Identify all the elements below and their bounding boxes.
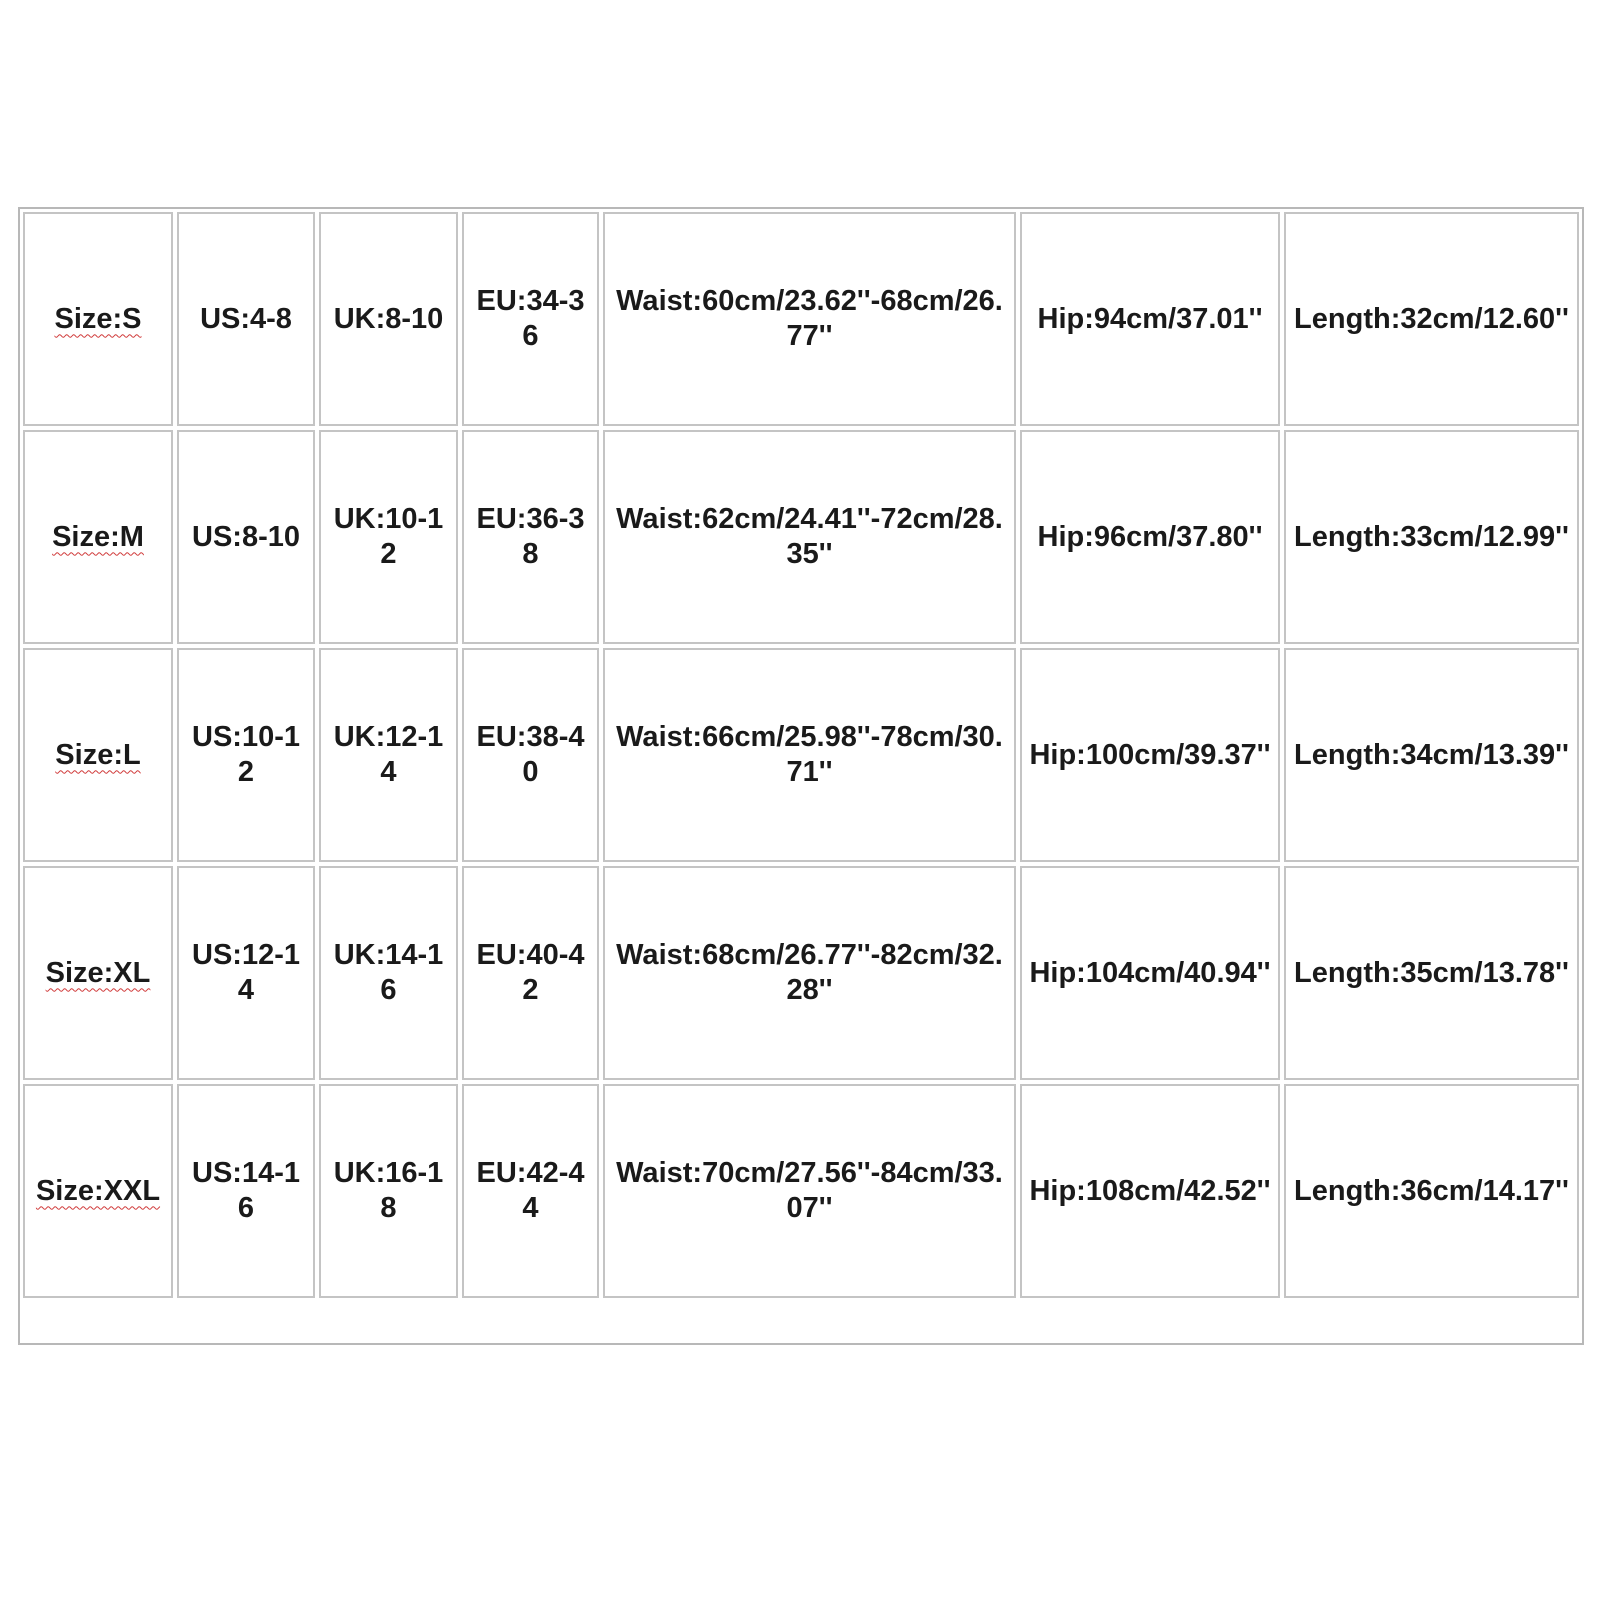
length-cell: Length:36cm/14.17'' <box>1284 1084 1579 1298</box>
eu-size-cell: EU:40-42 <box>462 866 599 1080</box>
table-row <box>23 430 1579 644</box>
size-label: Size:M <box>52 520 144 553</box>
us-size-cell: US:14-16 <box>177 1084 315 1298</box>
uk-size-cell: UK:10-12 <box>319 430 458 644</box>
waist-cell: Waist:62cm/24.41''-72cm/28.35'' <box>603 430 1016 644</box>
size-cell <box>23 212 173 426</box>
us-size-cell: US:12-14 <box>177 866 315 1080</box>
size-label: Size:L <box>55 738 141 771</box>
waist-cell: Waist:70cm/27.56''-84cm/33.07'' <box>603 1084 1016 1298</box>
us-size-cell: US:8-10 <box>177 430 315 644</box>
hip-cell: Hip:94cm/37.01'' <box>1020 212 1280 426</box>
hip-cell: Hip:108cm/42.52'' <box>1020 1084 1280 1298</box>
eu-size-cell: EU:36-38 <box>462 430 599 644</box>
size-cell <box>23 430 173 644</box>
hip-cell: Hip:100cm/39.37'' <box>1020 648 1280 862</box>
size-label: Size:XL <box>45 956 151 989</box>
eu-size-cell: EU:42-44 <box>462 1084 599 1298</box>
us-size-cell: US:4-8 <box>177 212 315 426</box>
hip-cell: Hip:104cm/40.94'' <box>1020 866 1280 1080</box>
eu-size-cell: EU:38-40 <box>462 648 599 862</box>
uk-size-cell: UK:16-18 <box>319 1084 458 1298</box>
size-cell <box>23 1084 173 1298</box>
size-cell <box>23 648 173 862</box>
length-cell: Length:33cm/12.99'' <box>1284 430 1579 644</box>
hip-cell: Hip:96cm/37.80'' <box>1020 430 1280 644</box>
waist-cell: Waist:60cm/23.62''-68cm/26.77'' <box>603 212 1016 426</box>
uk-size-cell: UK:14-16 <box>319 866 458 1080</box>
waist-cell: Waist:68cm/26.77''-82cm/32.28'' <box>603 866 1016 1080</box>
table-row <box>23 866 1579 1080</box>
us-size-cell: US:10-12 <box>177 648 315 862</box>
eu-size-cell: EU:34-36 <box>462 212 599 426</box>
length-cell: Length:32cm/12.60'' <box>1284 212 1579 426</box>
size-chart-frame <box>18 207 1584 1345</box>
length-cell: Length:35cm/13.78'' <box>1284 866 1579 1080</box>
uk-size-cell: UK:12-14 <box>319 648 458 862</box>
size-cell <box>23 866 173 1080</box>
length-cell: Length:34cm/13.39'' <box>1284 648 1579 862</box>
table-row <box>23 648 1579 862</box>
size-label: Size:S <box>54 302 142 335</box>
uk-size-cell: UK:8-10 <box>319 212 458 426</box>
waist-cell: Waist:66cm/25.98''-78cm/30.71'' <box>603 648 1016 862</box>
table-row <box>23 212 1579 426</box>
table-row <box>23 1084 1579 1298</box>
size-label: Size:XXL <box>35 1174 161 1207</box>
size-chart-table <box>19 208 1583 1302</box>
